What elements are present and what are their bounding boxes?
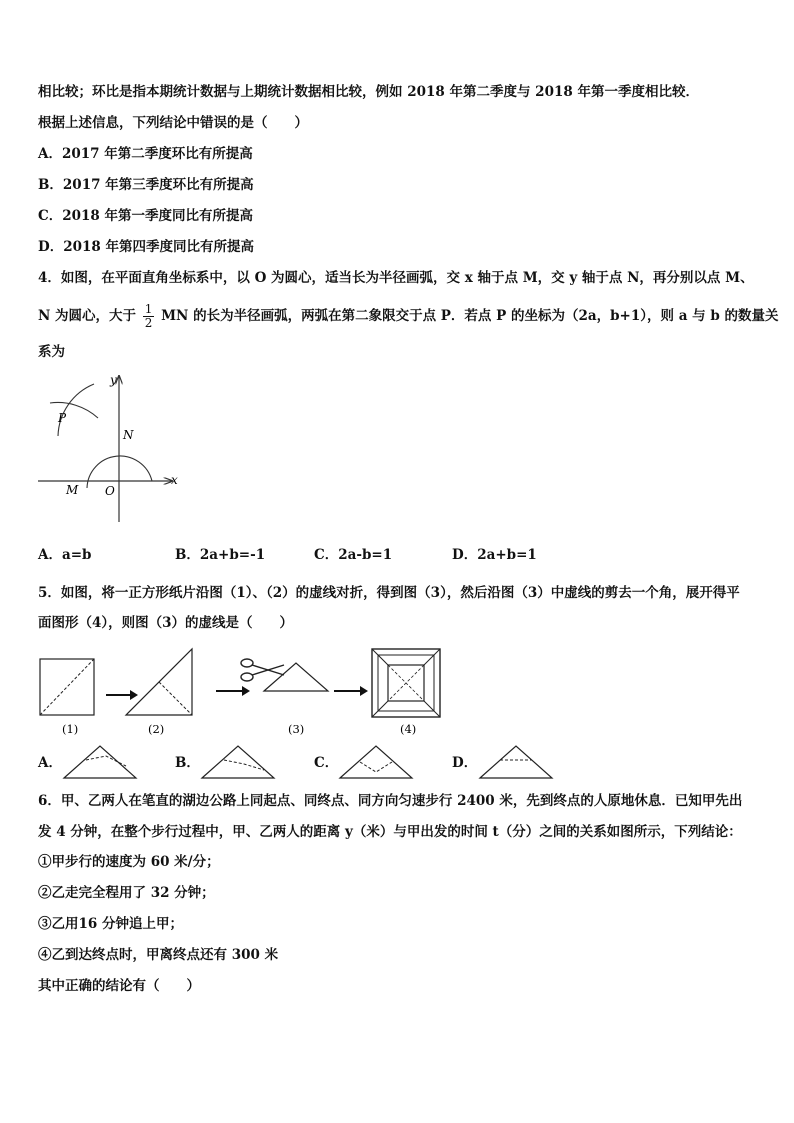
figure-2-triangle [126,649,192,715]
q3-intro-text: 相比较；环比是指本期统计数据与上期统计数据相比较，例如 2018 年第二季度与 2018 年第一季度相比较． [38,84,699,100]
option-a-triangle [64,746,136,778]
arrow-3 [334,686,368,696]
arc-from-m [58,384,94,436]
origin-o-label: O [105,484,115,498]
q4-text-before-fraction: N 为圆心，大于 [38,308,137,324]
q4-text-line3: 系为 [38,344,65,360]
arrow-1 [106,690,138,700]
q5-option-c: C． [314,755,339,771]
q4-option-b: B．2a+b=-1 [175,547,266,563]
point-n-label: N [123,428,134,442]
q3-question: 根据上述信息，下列结论中错误的是（ ） [38,115,308,131]
q3-option-a: A．2017 年第二季度环比有所提高 [38,146,253,162]
q4-option-a: A．a=b [38,547,92,563]
q3-option-b: B．2017 年第三季度环比有所提高 [38,177,254,193]
q5-text-line1: 5．如图，将一正方形纸片沿图（1）、（2）的虚线对折，得到图（3），然后沿图（3）中虚线的剪去一个角，展开得平 [38,585,740,601]
q4-text-line1: 4．如图，在平面直角坐标系中，以 O 为圆心，适当长为半径画弧，交 x 轴于点 M，交 y 轴于点 N，再分别以点 M、 [38,270,754,286]
figure-1-square [40,659,94,715]
q4-coordinate-figure [30,368,190,528]
q4-text-after-fraction: MN 的长为半径画弧，两弧在第二象限交于点 P．若点 P 的坐标为（2a，b+1），则 a 与 b 的数量关 [161,308,779,324]
fraction-denominator: 2 [144,316,153,330]
q6-question: 其中正确的结论有（ ） [38,978,200,994]
figure-4-label: (4) [400,722,417,736]
option-c-triangle [340,746,412,778]
figure-4-unfolded-square [372,649,440,717]
q6-statement-1: ①甲步行的速度为 60 米/分； [38,854,220,870]
figure-3-label: (3) [288,722,305,736]
q4-options-row [38,546,758,564]
q4-text-line2 [38,303,779,330]
y-axis-label: y [110,373,117,387]
point-m-label: M [66,483,79,497]
q3-option-d: D．2018 年第四季度同比有所提高 [38,239,254,255]
q6-statement-3: ③乙用16 分钟追上甲； [38,916,183,932]
q6-text-line2: 发 4 分钟，在整个步行过程中，甲、乙两人的距离 y（米）与甲出发的时间 t（分）之间的关系如图所示，下列结论： [38,824,742,840]
q6-text-line1: 6．甲、乙两人在笔直的湖边公路上同起点、同终点、同方向匀速步行 2400 米，先到终点的人原地休息．已知甲先出 [38,793,743,809]
option-b-triangle [202,746,274,778]
figure-3-triangle [264,663,328,691]
x-axis-label: x [171,473,178,487]
option-d-triangle [480,746,552,778]
q4-option-c: C．2a-b=1 [314,547,393,563]
q5-option-a: A． [38,755,62,771]
point-p-label: P [58,411,67,425]
q5-option-d: D． [452,755,478,771]
q5-option-triangles [60,740,560,782]
figure-1-label: (1) [62,722,79,736]
q6-statement-4: ④乙到达终点时，甲离终点还有 300 米 [38,947,279,963]
q6-statement-2: ②乙走完全程用了 32 分钟； [38,885,215,901]
q5-option-b: B． [175,755,200,771]
q4-option-d: D．2a+b=1 [452,547,537,563]
fraction-one-half [143,303,155,330]
q3-option-c: C．2018 年第一季度同比有所提高 [38,208,254,224]
scissors-icon [241,659,284,681]
q5-folding-figure [36,645,446,737]
q5-text-line2: 面图形（4），则图（3）的虚线是（ ） [38,615,294,631]
figure-2-label: (2) [148,722,165,736]
arrow-2 [216,686,250,696]
fraction-numerator: 1 [144,302,153,316]
